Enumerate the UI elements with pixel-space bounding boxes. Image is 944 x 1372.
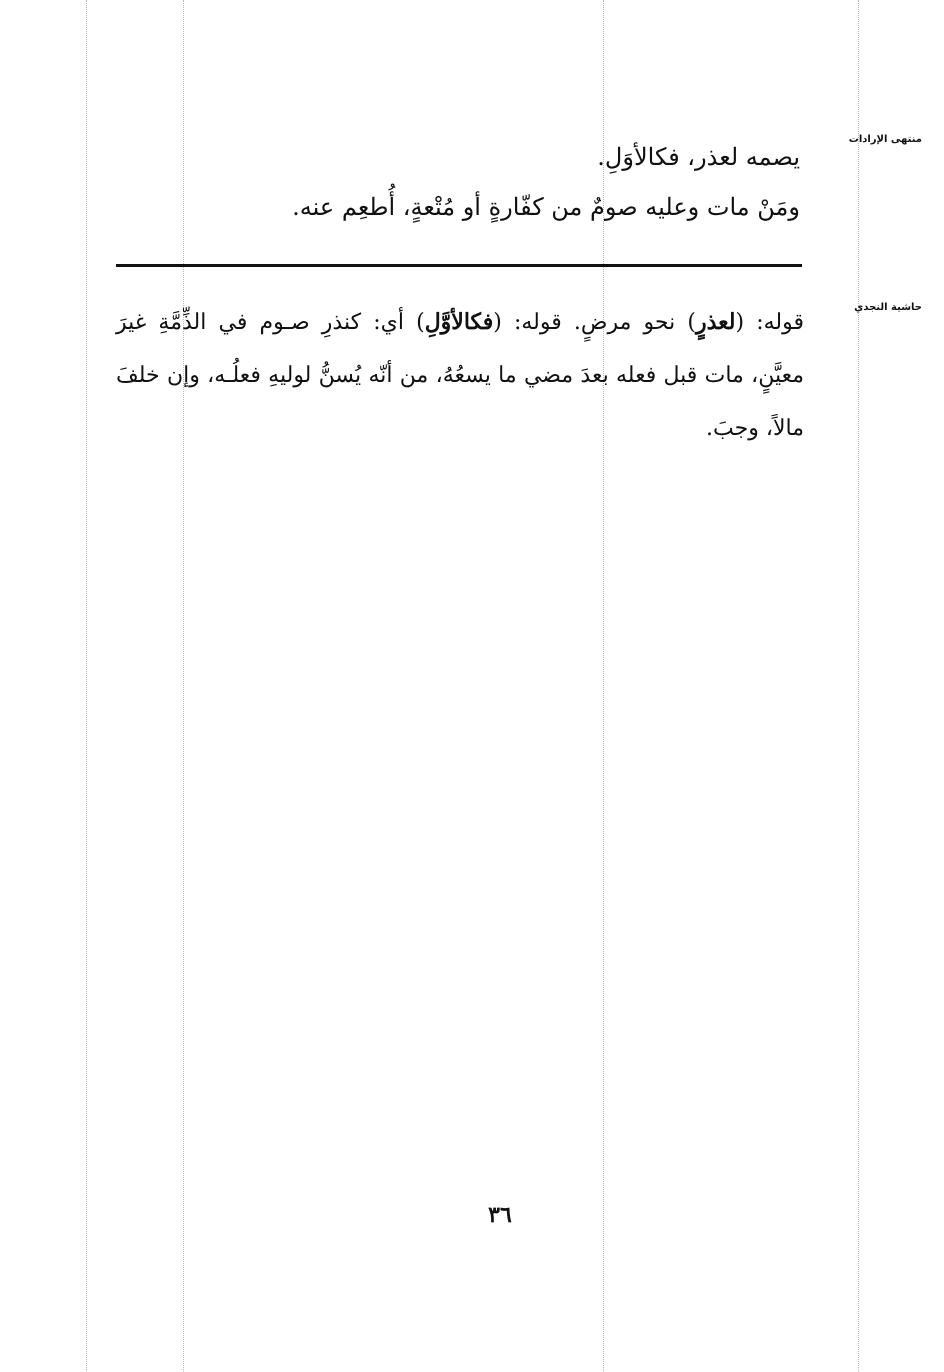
commentary-body: ) أي: كنذرِ صـوم في الذِّمَّةِ غيرَ معيَّنٍ، مات قبل فعله بعدَ مضي ما يسعُهُ، من أنّه يُسنُّ لوليهِ فعلُـه، وإن خلفَ مالاً، وجبَ. <box>116 310 804 441</box>
margin-label-matn: منتهى الإرادات <box>848 134 922 145</box>
scan-line <box>858 0 859 1372</box>
section-divider <box>116 264 802 267</box>
commentary-term-2: فكالأوَّلِ <box>424 309 494 335</box>
margin-label-sharh: حاشية النجدي <box>854 302 922 313</box>
page-number: ٣٦ <box>488 1202 512 1228</box>
main-text-line-1: يصمه لعذر، فكالأوَلِ. <box>597 143 800 171</box>
commentary-connector: ) نحو مرضٍ. قوله: ( <box>493 310 696 335</box>
commentary-intro: قوله: ( <box>735 310 804 335</box>
commentary-paragraph <box>116 296 804 455</box>
main-text-line-2: ومَنْ مات وعليه صومٌ من كفّارةٍ أو مُتْعةٍ، أُطعِم عنه. <box>292 193 800 222</box>
scan-line <box>86 0 87 1372</box>
commentary-term-1: لعذرٍ <box>695 309 736 335</box>
main-text <box>110 138 800 227</box>
